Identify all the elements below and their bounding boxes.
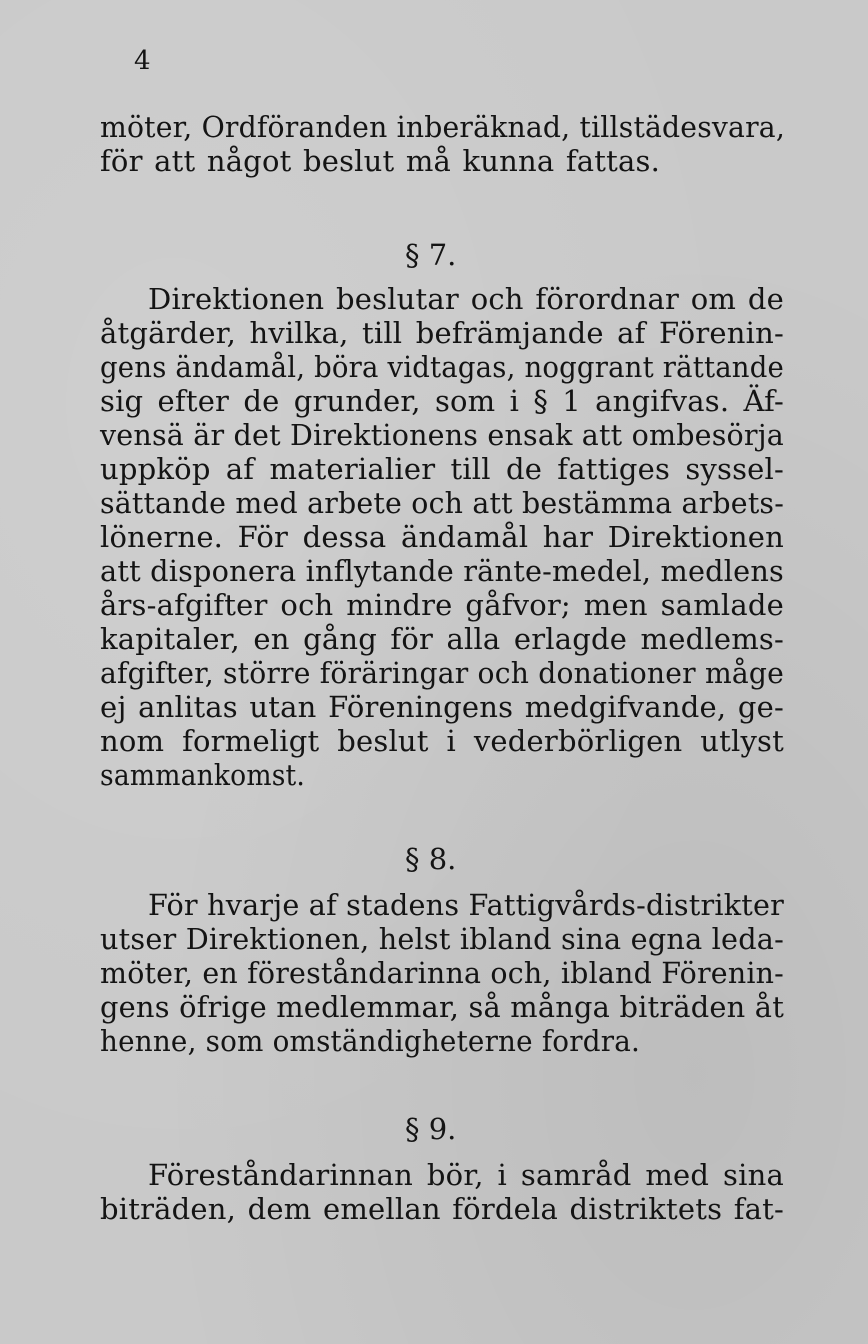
text-line: sammankomst. [100,758,305,792]
section-heading: § 8. [405,842,457,876]
text-line: ej anlitas utan Föreningens medgifvande, ge- [100,690,784,724]
text-line: Direktionen beslutar och förordnar om de [148,282,784,316]
text-line: möter, en föreståndarinna och, ibland Förenin- [100,956,784,990]
section-heading: § 9. [405,1112,457,1146]
text-line: vensä är det Direktionens ensak att ombesörja [100,418,784,452]
text-line: åtgärder, hvilka, till befrämjande af Förenin- [100,316,784,350]
text-line: utser Direktionen, helst ibland sina egna leda- [100,922,784,956]
text-line: gens ändamål, böra vidtagas, noggrant rättande [100,350,784,384]
text-line: sättande med arbete och att bestämma arbets- [100,486,784,520]
page-number: 4 [134,46,151,76]
text-line: nom formeligt beslut i vederbörligen utlyst [100,724,784,758]
text-line: möter, Ordföranden inberäknad, tillstädesvara, [100,110,785,144]
text-line: års-afgifter och mindre gåfvor; men samlade [100,588,784,622]
text-line: henne, som omständigheterne fordra. [100,1024,640,1058]
text-line: gens öfrige medlemmar, så många biträden åt [100,990,784,1024]
text-line: biträden, dem emellan fördela distriktets fat- [100,1192,784,1226]
section-heading: § 7. [405,238,457,272]
text-line: lönerne. För dessa ändamål har Direktionen [100,520,784,554]
text-line: kapitaler, en gång för alla erlagde medlems- [100,622,784,656]
text-line: sig efter de grunder, som i § 1 angifvas. Äf- [100,384,784,418]
text-line: att disponera inflytande ränte-medel, medlens [100,554,784,588]
text-line: afgifter, större föräringar och donationer måge [100,656,784,690]
text-line: för att något beslut må kunna fattas. [100,144,660,178]
text-line: För hvarje af stadens Fattigvårds-distrikter [148,888,784,922]
text-line: uppköp af materialier till de fattiges syssel- [100,452,784,486]
text-line: Föreståndarinnan bör, i samråd med sina [148,1158,784,1192]
